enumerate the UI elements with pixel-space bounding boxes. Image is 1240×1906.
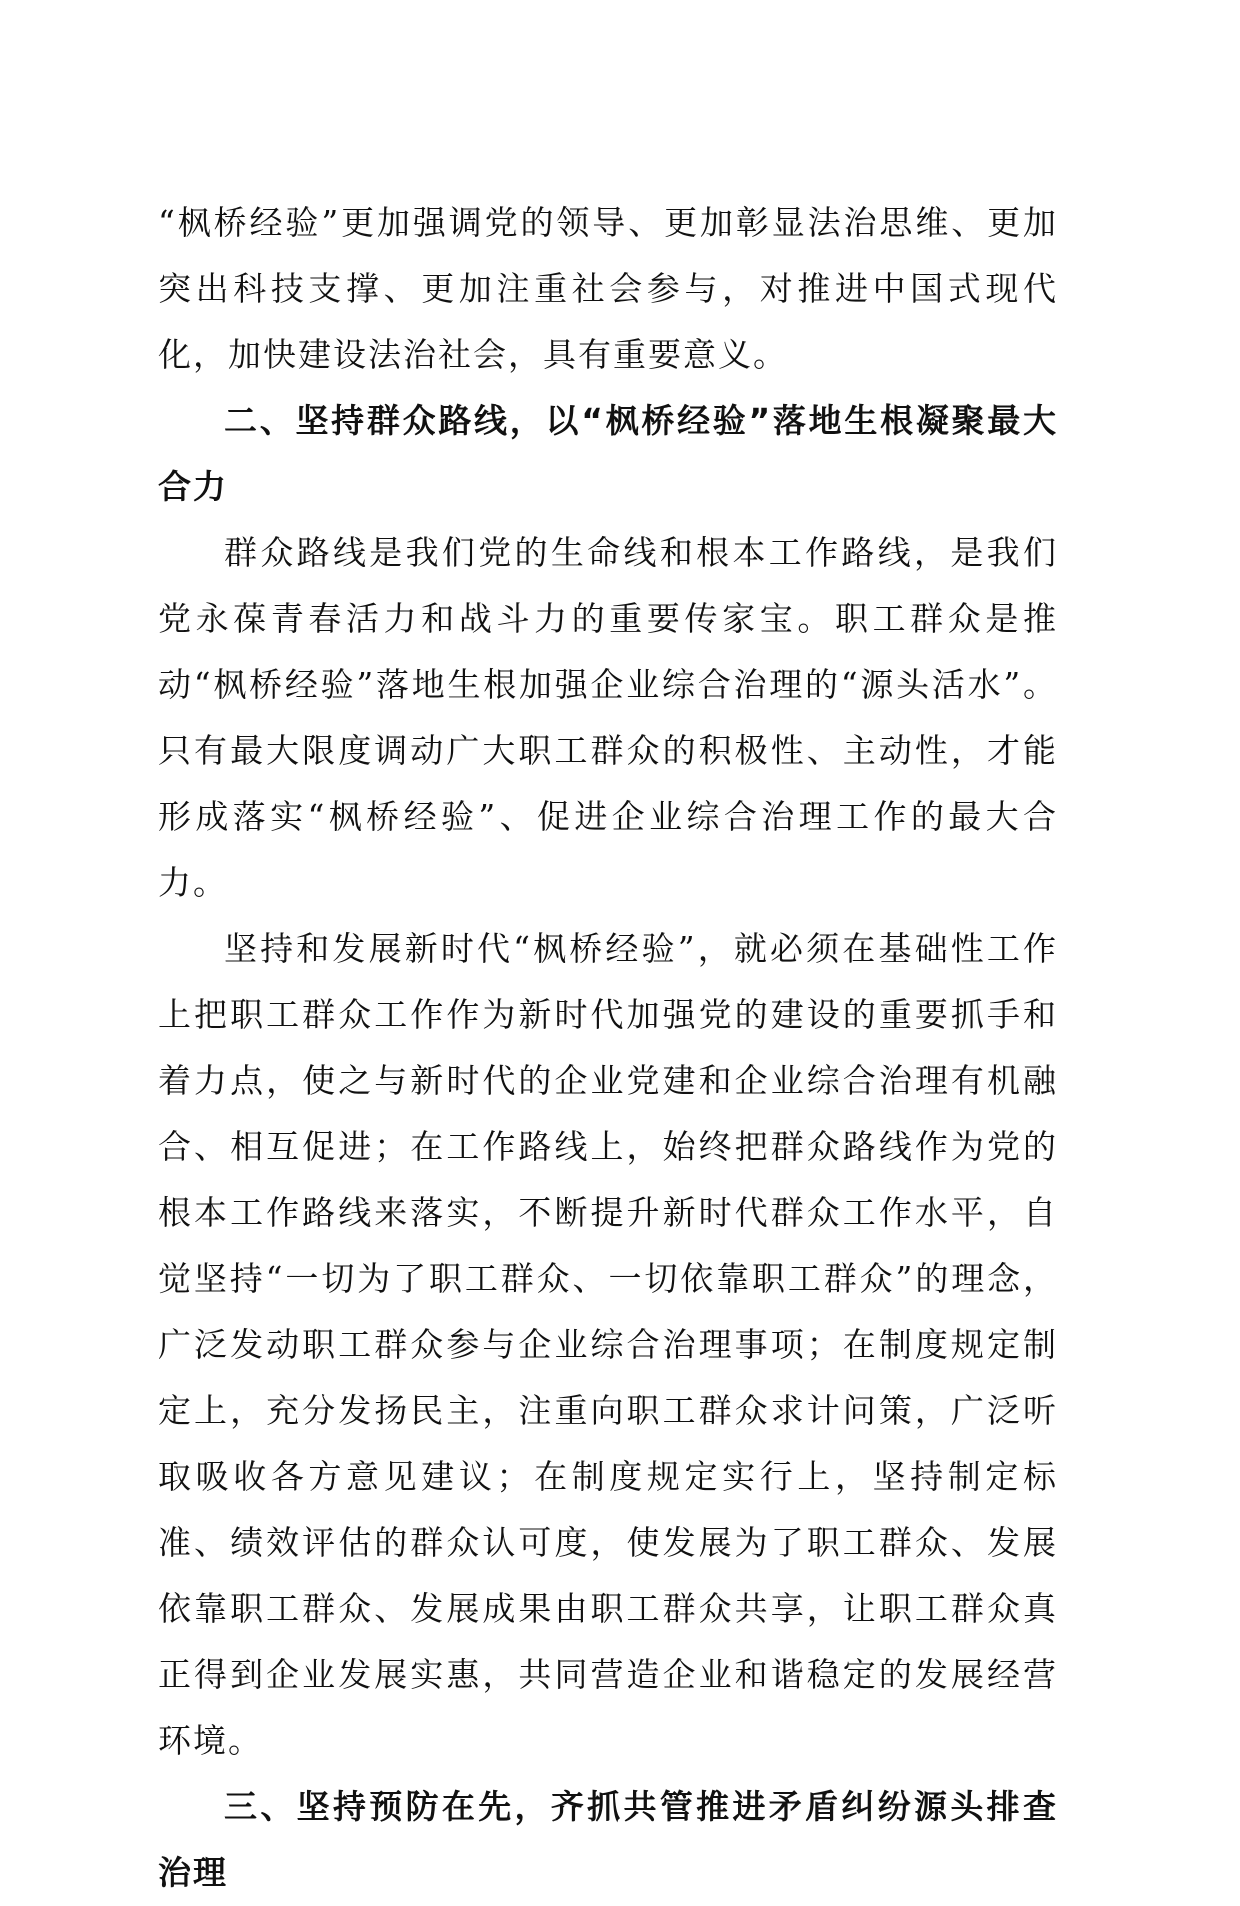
body-paragraph-mass-line: 群众路线是我们党的生命线和根本工作路线，是我们党永葆青春活力和战斗力的重要传家宝。职工群众是推动“枫桥经验”落地生根加强企业综合治理的“源头活水”。只有最大限度调动广大职工群众的积极性、主动性，才能形成落实“枫桥经验”、促进企业综合治理工作的最大合力。 <box>158 533 1058 902</box>
continuation-paragraph: “枫桥经验”更加强调党的领导、更加彰显法治思维、更加突出科技支撑、更加注重社会参与，对推进中国式现代化，加快建设法治社会，具有重要意义。 <box>158 203 1058 374</box>
body-paragraph-fengqiao-development: 坚持和发展新时代“枫桥经验”，就必须在基础性工作上把职工群众工作作为新时代加强党的建设的重要抓手和着力点，使之与新时代的企业党建和企业综合治理有机融合、相互促进；在工作路线上，始终把群众路线作为党的根本工作路线来落实，不断提升新时代群众工作水平，自觉坚持“一切为了职工群众、一切依靠职工群众”的理念，广泛发动职工群众参与企业综合治理事项；在制度规定制定上，充分发扬民主，注重向职工群众求计问策，广泛听取吸收各方意见建议；在制度规定实行上，坚持制定标准、绩效评估的群众认可度，使发展为了职工群众、发展依靠职工群众、发展成果由职工群众共享，让职工群众真正得到企业发展实惠，共同营造企业和谐稳定的发展经营环境。 <box>158 929 1058 1760</box>
section-heading-two: 二、坚持群众路线，以“枫桥经验”落地生根凝聚最大合力 <box>158 401 1058 506</box>
document-body <box>158 190 1058 1906</box>
section-heading-three: 三、坚持预防在先，齐抓共管推进矛盾纠纷源头排查治理 <box>158 1787 1058 1892</box>
